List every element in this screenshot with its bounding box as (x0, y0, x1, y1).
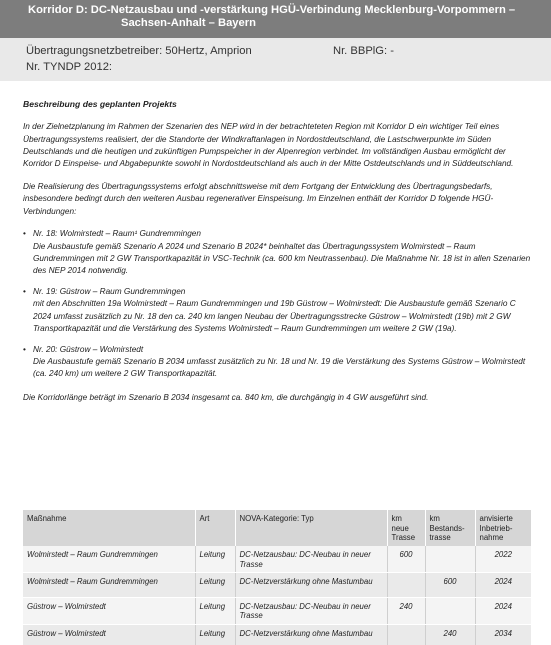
header-km-existing: km Bestands-trasse (425, 510, 475, 546)
cell-km-new: 600 (387, 546, 425, 573)
list-item-text: Die Ausbaustufe gemäß Szenario A 2024 und Szenario B 2024* beinhaltet das Übertragungssystem Wolmirstedt – Raum Gundremmingen mit 2 GW Transportkapazität in VSC-Technik (ca. 600 km Neutrassenbau). Die Maßnahme Nr. 18 ist in allen Szenarien des NEP 2014 notwendig. (33, 241, 531, 276)
cell-type: Leitung (195, 546, 235, 573)
description-paragraph: Die Korridorlänge beträgt im Szenario B 2034 insgesamt ca. 840 km, die durchgängig in 4 GW ausgeführt sind. (23, 392, 429, 402)
table-row (23, 624, 531, 645)
description-paragraph: In der Zielnetzplanung im Rahmen der Szenarien des NEP wird in der betrachteteten Region mit Korridor D ein wichtiger Teil eines Übertragungssystems realisiert, der die Standorte der Windkraftanlagen in Nordostdeutschland, die Lastschwerpunkte im Süden Deutschlands und die heutigen und zukünftigen Pumpspeicher in der Alpenregion verbindet. Im vollständigen Ausbau ermöglicht der Korridor D Einspeise- und Abgabepunkte sowohl in Nordostdeutschland als auch in der Mitte Ostdeutschlands und in Süddeutschland. (23, 122, 514, 169)
cell-measure: Güstrow – Wolmirstedt (23, 597, 195, 624)
header-nova-category: NOVA-Kategorie: Typ (235, 510, 387, 546)
list-item-title: • Nr. 20: Güstrow – Wolmirstedt (33, 344, 144, 354)
info-row-operator (26, 43, 541, 59)
header-title-line1: Korridor D: DC-Netzausbau und -verstärkung HGÜ-Verbindung Mecklenburg-Vorpommern – (28, 4, 516, 16)
cell-nova-category: DC-Netzausbau: DC-Neubau in neuer Trasse (235, 597, 387, 624)
cell-type: Leitung (195, 624, 235, 645)
list-item-text: mit den Abschnitten 19a Wolmirstedt – Raum Gundremmingen und 19b Güstrow – Wolmirstedt: Die Ausbaustufe gemäß Szenario C 2024 umfasst zusätzlich zu Nr. 18 den ca. 240 km langen Neubau der Übertragungsstrecke Güstrow – Wolmirstedt (19b) mit 2 GW Transportkapazität und die Verstärkung des Systems Wolmirstedt – Raum Gundremmingen um weitere 2 GW (19a). (33, 299, 516, 333)
cell-km-new: 240 (387, 597, 425, 624)
table-header-row (23, 510, 531, 546)
section-heading: Beschreibung des geplanten Projekts (23, 99, 177, 109)
cell-km-existing (425, 546, 475, 573)
list-item (23, 286, 531, 335)
cell-commissioning: 2022 (475, 546, 531, 573)
header-commissioning: anvisierte Inbetrieb-nahme (475, 510, 531, 546)
header-type: Art (195, 510, 235, 546)
list-item (23, 344, 531, 381)
table-row (23, 573, 531, 598)
cell-type: Leitung (195, 573, 235, 598)
list-item-text: Die Ausbaustufe gemäß Szenario B 2034 umfasst zusätzlich zu Nr. 18 und Nr. 19 die Verstärkung des Systems Güstrow – Wolmirstedt (ca. 240 km) um weitere 2 GW Transportkapazität. (33, 357, 526, 379)
cell-type: Leitung (195, 597, 235, 624)
list-item-title: • Nr. 19: Güstrow – Raum Gundremmingen (33, 287, 186, 297)
operator-label: Übertragungsnetzbetreiber: 50Hertz, Amprion (26, 45, 252, 57)
tyndp-label: Nr. TYNDP 2012: (26, 61, 113, 73)
cell-measure: Wolmirstedt – Raum Gundremmingen (23, 573, 195, 598)
list-item (23, 228, 531, 277)
cell-km-existing: 240 (425, 624, 475, 645)
cell-measure: Wolmirstedt – Raum Gundremmingen (23, 546, 195, 573)
connection-list (23, 228, 531, 380)
cell-km-existing: 600 (425, 573, 475, 598)
project-description (23, 98, 531, 414)
bbplg-label: Nr. BBPlG: - (333, 45, 394, 57)
cell-km-existing (425, 597, 475, 624)
table-row (23, 597, 531, 624)
header-measure: Maßnahme (23, 510, 195, 546)
cell-km-new (387, 624, 425, 645)
cell-commissioning: 2034 (475, 624, 531, 645)
description-paragraph: Die Realisierung des Übertragungssystems erfolgt abschnittsweise mit dem Fortgang der Entwicklung des Übertragungsbedarfs, insbesondere bedingt durch den weiteren Ausbau regenerativer Einspeisung. Im Einzelnen enthält der Korridor D folgende HGÜ-Verbindungen: (23, 181, 494, 216)
table-row (23, 546, 531, 573)
cell-nova-category: DC-Netzverstärkung ohne Mastumbau (235, 624, 387, 645)
page-header (0, 0, 551, 38)
cell-nova-category: DC-Netzverstärkung ohne Mastumbau (235, 573, 387, 598)
info-row-tyndp (26, 59, 541, 75)
project-info-bar (0, 38, 551, 81)
cell-commissioning: 2024 (475, 573, 531, 598)
cell-nova-category: DC-Netzausbau: DC-Neubau in neuer Trasse (235, 546, 387, 573)
header-km-new: km neue Trasse (387, 510, 425, 546)
cell-commissioning: 2024 (475, 597, 531, 624)
list-item-title: • Nr. 18: Wolmirstedt – Raum¹ Gundremmingen (33, 229, 201, 239)
measures-table (23, 510, 531, 645)
header-title-line2: Sachsen-Anhalt – Bayern (121, 17, 256, 29)
cell-km-new (387, 573, 425, 598)
cell-measure: Güstrow – Wolmirstedt (23, 624, 195, 645)
